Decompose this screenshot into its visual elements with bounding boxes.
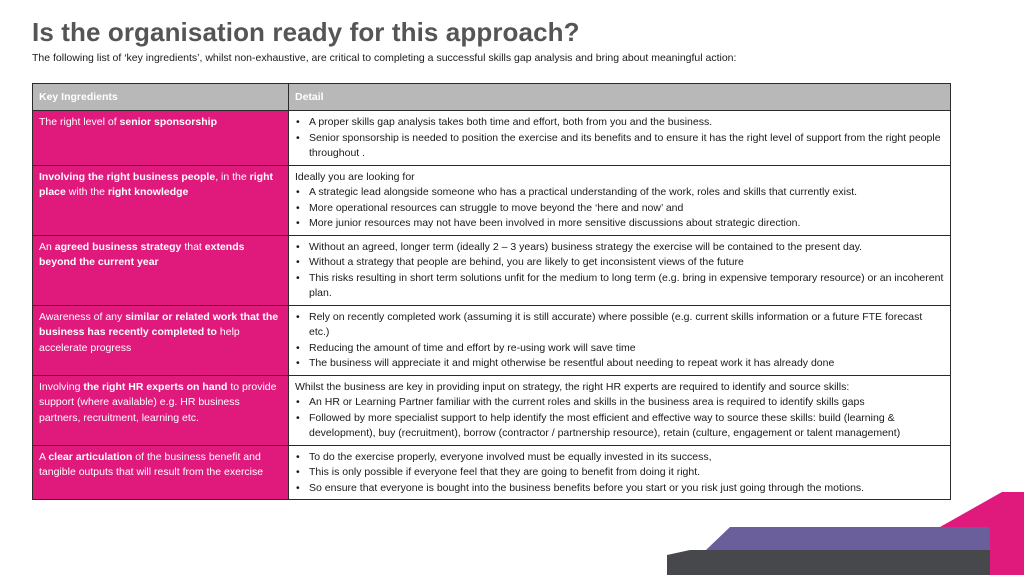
pink-ribbon-shape [940, 492, 1024, 575]
detail-cell [289, 165, 951, 235]
key-ingredient-bold-text: clear articulation [48, 450, 133, 463]
detail-bullet-item: • A proper skills gap analysis takes both time and effort, both from you and the business. [295, 115, 944, 131]
page-subtitle: The following list of ‘key ingredients’, whilst non-exhaustive, are critical to completing a successful skills gap analysis and bring about meaningful action: [32, 52, 737, 64]
key-ingredient-text: A [39, 450, 49, 463]
key-ingredient-cell [33, 235, 289, 305]
key-ingredient-bold-text: right knowledge [107, 186, 189, 198]
table-row [33, 375, 951, 445]
key-ingredient-bold-text: agreed business strategy [54, 240, 182, 253]
detail-cell [289, 445, 951, 500]
key-ingredient-bold-text: Involving the right business people [39, 170, 216, 183]
detail-bullet-list [295, 395, 944, 442]
key-ingredient-text: Involving [39, 380, 84, 393]
key-ingredient-bold-text: extends beyond the current year [39, 240, 245, 268]
detail-bullet-item: • Reducing the amount of time and effort by re-using work will save time [295, 341, 944, 357]
detail-bullet-item: • So ensure that everyone is bought into the business benefits before you start or you risk just going through the motions. [295, 481, 944, 497]
detail-cell [289, 375, 951, 445]
key-ingredient-text: of the business benefit and tangible outputs that will result from the exercise [39, 450, 264, 478]
key-ingredient-cell [33, 305, 289, 375]
detail-cell [289, 235, 951, 305]
table-row [33, 165, 951, 235]
dark-band-shape [667, 550, 990, 575]
key-ingredient-bold-text: the right HR experts on hand [83, 380, 228, 393]
key-ingredient-text: that [181, 240, 205, 253]
detail-intro-text: Ideally you are looking for [295, 170, 415, 183]
purple-band-shape [706, 527, 990, 550]
key-ingredient-cell [33, 111, 289, 166]
detail-bullet-item: • This risks resulting in short term solutions unfit for the medium to long term (e.g. bring in expensive temporary resource) or an incoherent plan. [295, 271, 944, 302]
detail-bullet-item: • Without an agreed, longer term (ideally 2 – 3 years) business strategy the exercise will be contained to the present day. [295, 240, 944, 256]
table-row [33, 305, 951, 375]
table-row [33, 445, 951, 500]
key-ingredient-cell [33, 375, 289, 445]
detail-bullet-item: • To do the exercise properly, everyone involved must be equally invested in its success, [295, 450, 944, 466]
page-title: Is the organisation ready for this approach? [32, 17, 580, 47]
key-ingredient-cell [33, 165, 289, 235]
detail-bullet-list [295, 240, 944, 302]
key-ingredient-text: , in the [215, 170, 250, 183]
table-row [33, 111, 951, 166]
column-header-key-ingredients: Key Ingredients [33, 84, 289, 111]
table-row [33, 235, 951, 305]
table-header-row [33, 84, 951, 111]
key-ingredient-text: Awareness of any [39, 310, 126, 323]
key-ingredient-bold-text: right place [39, 170, 273, 198]
detail-bullet-list [295, 450, 944, 497]
detail-cell [289, 111, 951, 166]
detail-intro-text: Whilst the business are key in providing input on strategy, the right HR experts are required to identify and source skills: [295, 380, 850, 393]
detail-bullet-item: • The business will appreciate it and might otherwise be resentful about needing to repeat work it has already done [295, 356, 944, 372]
detail-bullet-list [295, 310, 944, 372]
detail-bullet-item: • More junior resources may not have been involved in more sensitive discussions about strategic direction. [295, 216, 944, 232]
detail-bullet-item: • Senior sponsorship is needed to position the exercise and its benefits and to ensure it has the right level of support from the right people throughout . [295, 131, 944, 162]
key-ingredient-text: help accelerate progress [39, 326, 240, 354]
detail-bullet-item: • This is only possible if everyone feel that they are going to benefit from doing it right. [295, 465, 944, 481]
detail-bullet-item: • More operational resources can struggle to move beyond the ‘here and now’ and [295, 201, 944, 217]
key-ingredient-bold-text: similar or related work that the business has recently completed to [39, 310, 279, 338]
detail-bullet-item: • An HR or Learning Partner familiar with the current roles and skills in the business area is required to identify skills gaps [295, 395, 944, 411]
detail-bullet-item: • A strategic lead alongside someone who has a practical understanding of the work, roles and skills that currently exist. [295, 185, 944, 201]
key-ingredient-text: An [39, 240, 55, 253]
column-header-detail: Detail [289, 84, 951, 111]
detail-cell [289, 305, 951, 375]
key-ingredient-text: with the [65, 186, 108, 198]
key-ingredient-bold-text: senior sponsorship [119, 116, 217, 128]
detail-bullet-list [295, 115, 944, 162]
detail-bullet-item: • Followed by more specialist support to help identify the most efficient and effective way to source these skills: build (learning & development), buy (recruitment), borrow (contractor / partnership resource), retain (culture, engagement or talent management) [295, 411, 944, 442]
key-ingredient-cell [33, 445, 289, 500]
detail-bullet-item: • Rely on recently completed work (assuming it is still accurate) where possible (e.g. current skills information or a future FTE forecast etc.) [295, 310, 944, 341]
detail-bullet-item: • Without a strategy that people are behind, you are likely to get inconsistent views of the future [295, 255, 944, 271]
detail-bullet-list [295, 185, 944, 232]
key-ingredient-text: The right level of [39, 116, 120, 128]
key-ingredients-table [32, 83, 951, 500]
key-ingredient-text: to provide support (where available) e.g. HR business partners, recruitment, learning etc. [39, 380, 277, 424]
